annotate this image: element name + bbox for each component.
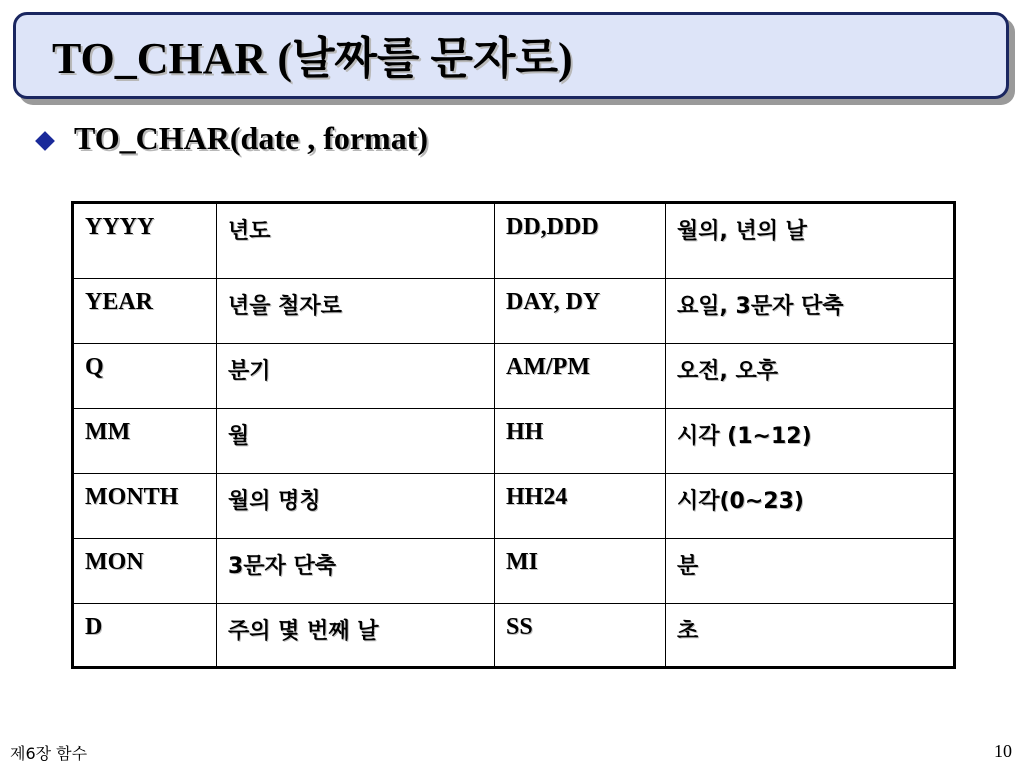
format-description: 분: [666, 539, 955, 604]
page-number: 10: [994, 741, 1012, 761]
table-row: [73, 539, 955, 604]
format-code: Q: [73, 344, 217, 409]
format-code: MM: [73, 409, 217, 474]
format-description: 년을 철자로: [217, 279, 495, 344]
table-row: [73, 279, 955, 344]
table-row: [73, 344, 955, 409]
format-code: YYYY: [73, 203, 217, 279]
format-code: YEAR: [73, 279, 217, 344]
format-description: 월의, 년의 날: [666, 203, 955, 279]
format-description: 주의 몇 번째 날: [217, 604, 495, 668]
table-row: [73, 604, 955, 668]
format-code: DAY, DY: [495, 279, 666, 344]
table-row: [73, 203, 955, 279]
slide-title: TO_CHAR (날짜를 문자로): [52, 34, 573, 83]
footer-chapter: 제6장 함수: [10, 744, 88, 763]
format-code: HH: [495, 409, 666, 474]
table-row: [73, 409, 955, 474]
table-row: [73, 474, 955, 539]
format-code: MI: [495, 539, 666, 604]
format-description: 월: [217, 409, 495, 474]
format-description: 시각(0~23): [666, 474, 955, 539]
format-code: SS: [495, 604, 666, 668]
format-description: 3문자 단축: [217, 539, 495, 604]
format-code: HH24: [495, 474, 666, 539]
format-description: 시각 (1~12): [666, 409, 955, 474]
format-code: AM/PM: [495, 344, 666, 409]
bullet-text: TO_CHAR(date , format): [74, 120, 429, 156]
format-description: 월의 명칭: [217, 474, 495, 539]
format-code: MON: [73, 539, 217, 604]
format-code: MONTH: [73, 474, 217, 539]
format-description: 분기: [217, 344, 495, 409]
format-code: DD,DDD: [495, 203, 666, 279]
title-box: [13, 12, 1009, 99]
format-code: D: [73, 604, 217, 668]
format-description: 요일, 3문자 단축: [666, 279, 955, 344]
format-description: 년도: [217, 203, 495, 279]
diamond-bullet-icon: [35, 131, 55, 151]
format-table: [71, 201, 956, 669]
bullet-item: [38, 120, 428, 157]
format-description: 초: [666, 604, 955, 668]
format-description: 오전, 오후: [666, 344, 955, 409]
